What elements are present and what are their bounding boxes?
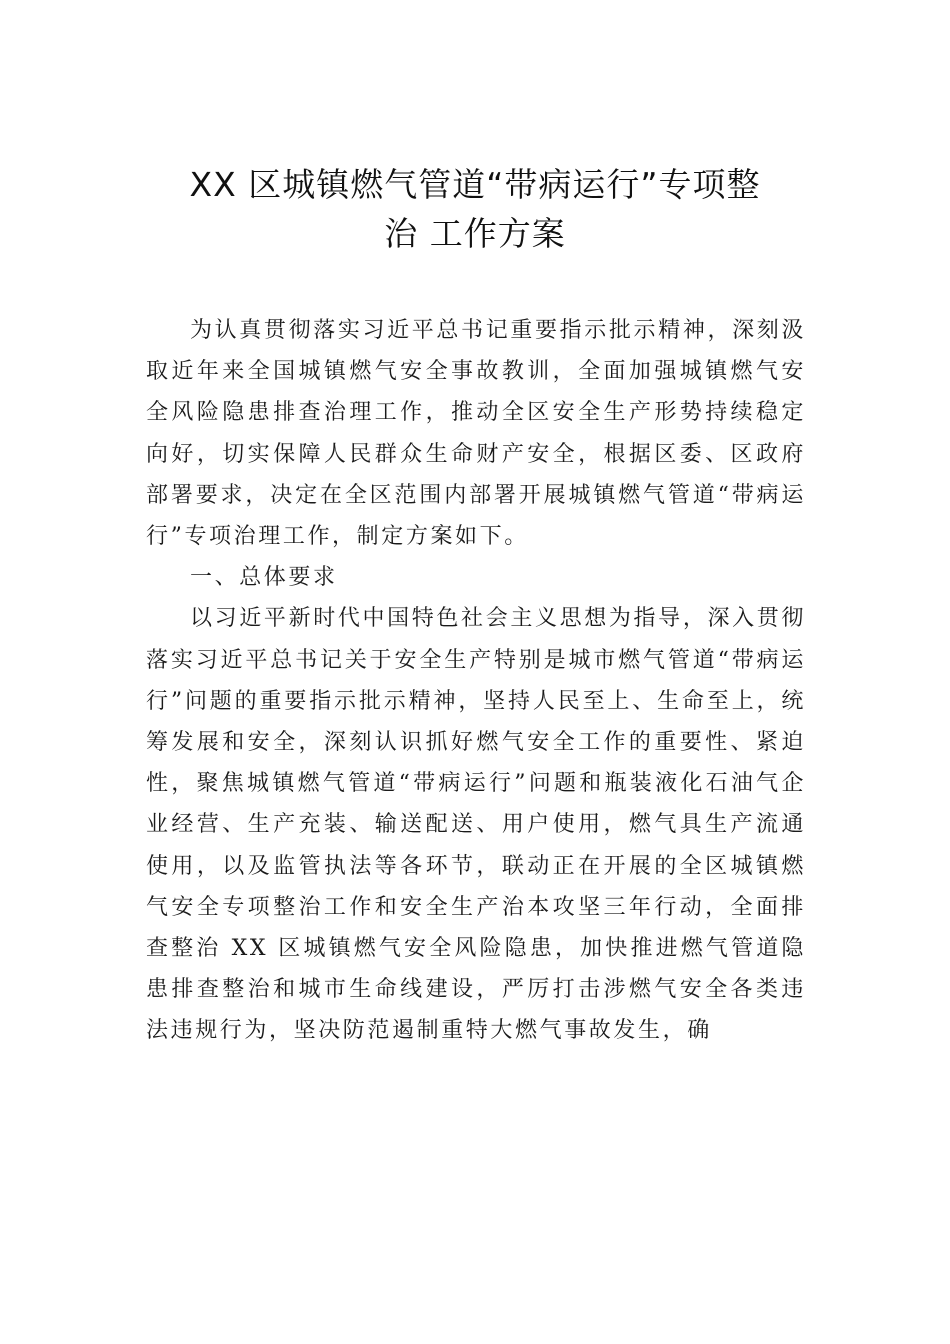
document-title [120, 160, 830, 258]
title-line-1: XX 区城镇燃气管道“带病运行”专项整 [189, 165, 761, 204]
paragraph-intro: 为认真贯彻落实习近平总书记重要指示批示精神，深刻汲取近年来全国城镇燃气安全事故教训，全面加强城镇燃气安全风险隐患排查治理工作，推动全区安全生产形势持续稳定向好，切实保障人民群众生命财产安全，根据区委、区政府部署要求，决定在全区范围内部署开展城镇燃气管道“带病运行”专项治理工作，制定方案如下。 [146, 318, 806, 550]
document-body [146, 310, 806, 1052]
section-heading-general-requirements: 一、总体要求 [190, 565, 338, 591]
paragraph-general-requirements: 以习近平新时代中国特色社会主义思想为指导，深入贯彻落实习近平总书记关于安全生产特别是城市燃气管道“带病运行”问题的重要指示批示精神，坚持人民至上、生命至上，统筹发展和安全，深刻认识抓好燃气安全工作的重要性、紧迫性，聚焦城镇燃气管道“带病运行”问题和瓶装液化石油气企业经营、生产充装、输送配送、用户使用，燃气具生产流通使用，以及监管执法等各环节，联动正在开展的全区城镇燃气安全专项整治工作和安全生产治本攻坚三年行动，全面排查整治 XX 区城镇燃气安全风险隐患，加快推进燃气管道隐患排查整治和城市生命线建设，严厉打击涉燃气安全各类违法违规行为，坚决防范遏制重特大燃气事故发生，确 [146, 606, 806, 1044]
title-line-2: 治 工作方案 [384, 214, 566, 253]
